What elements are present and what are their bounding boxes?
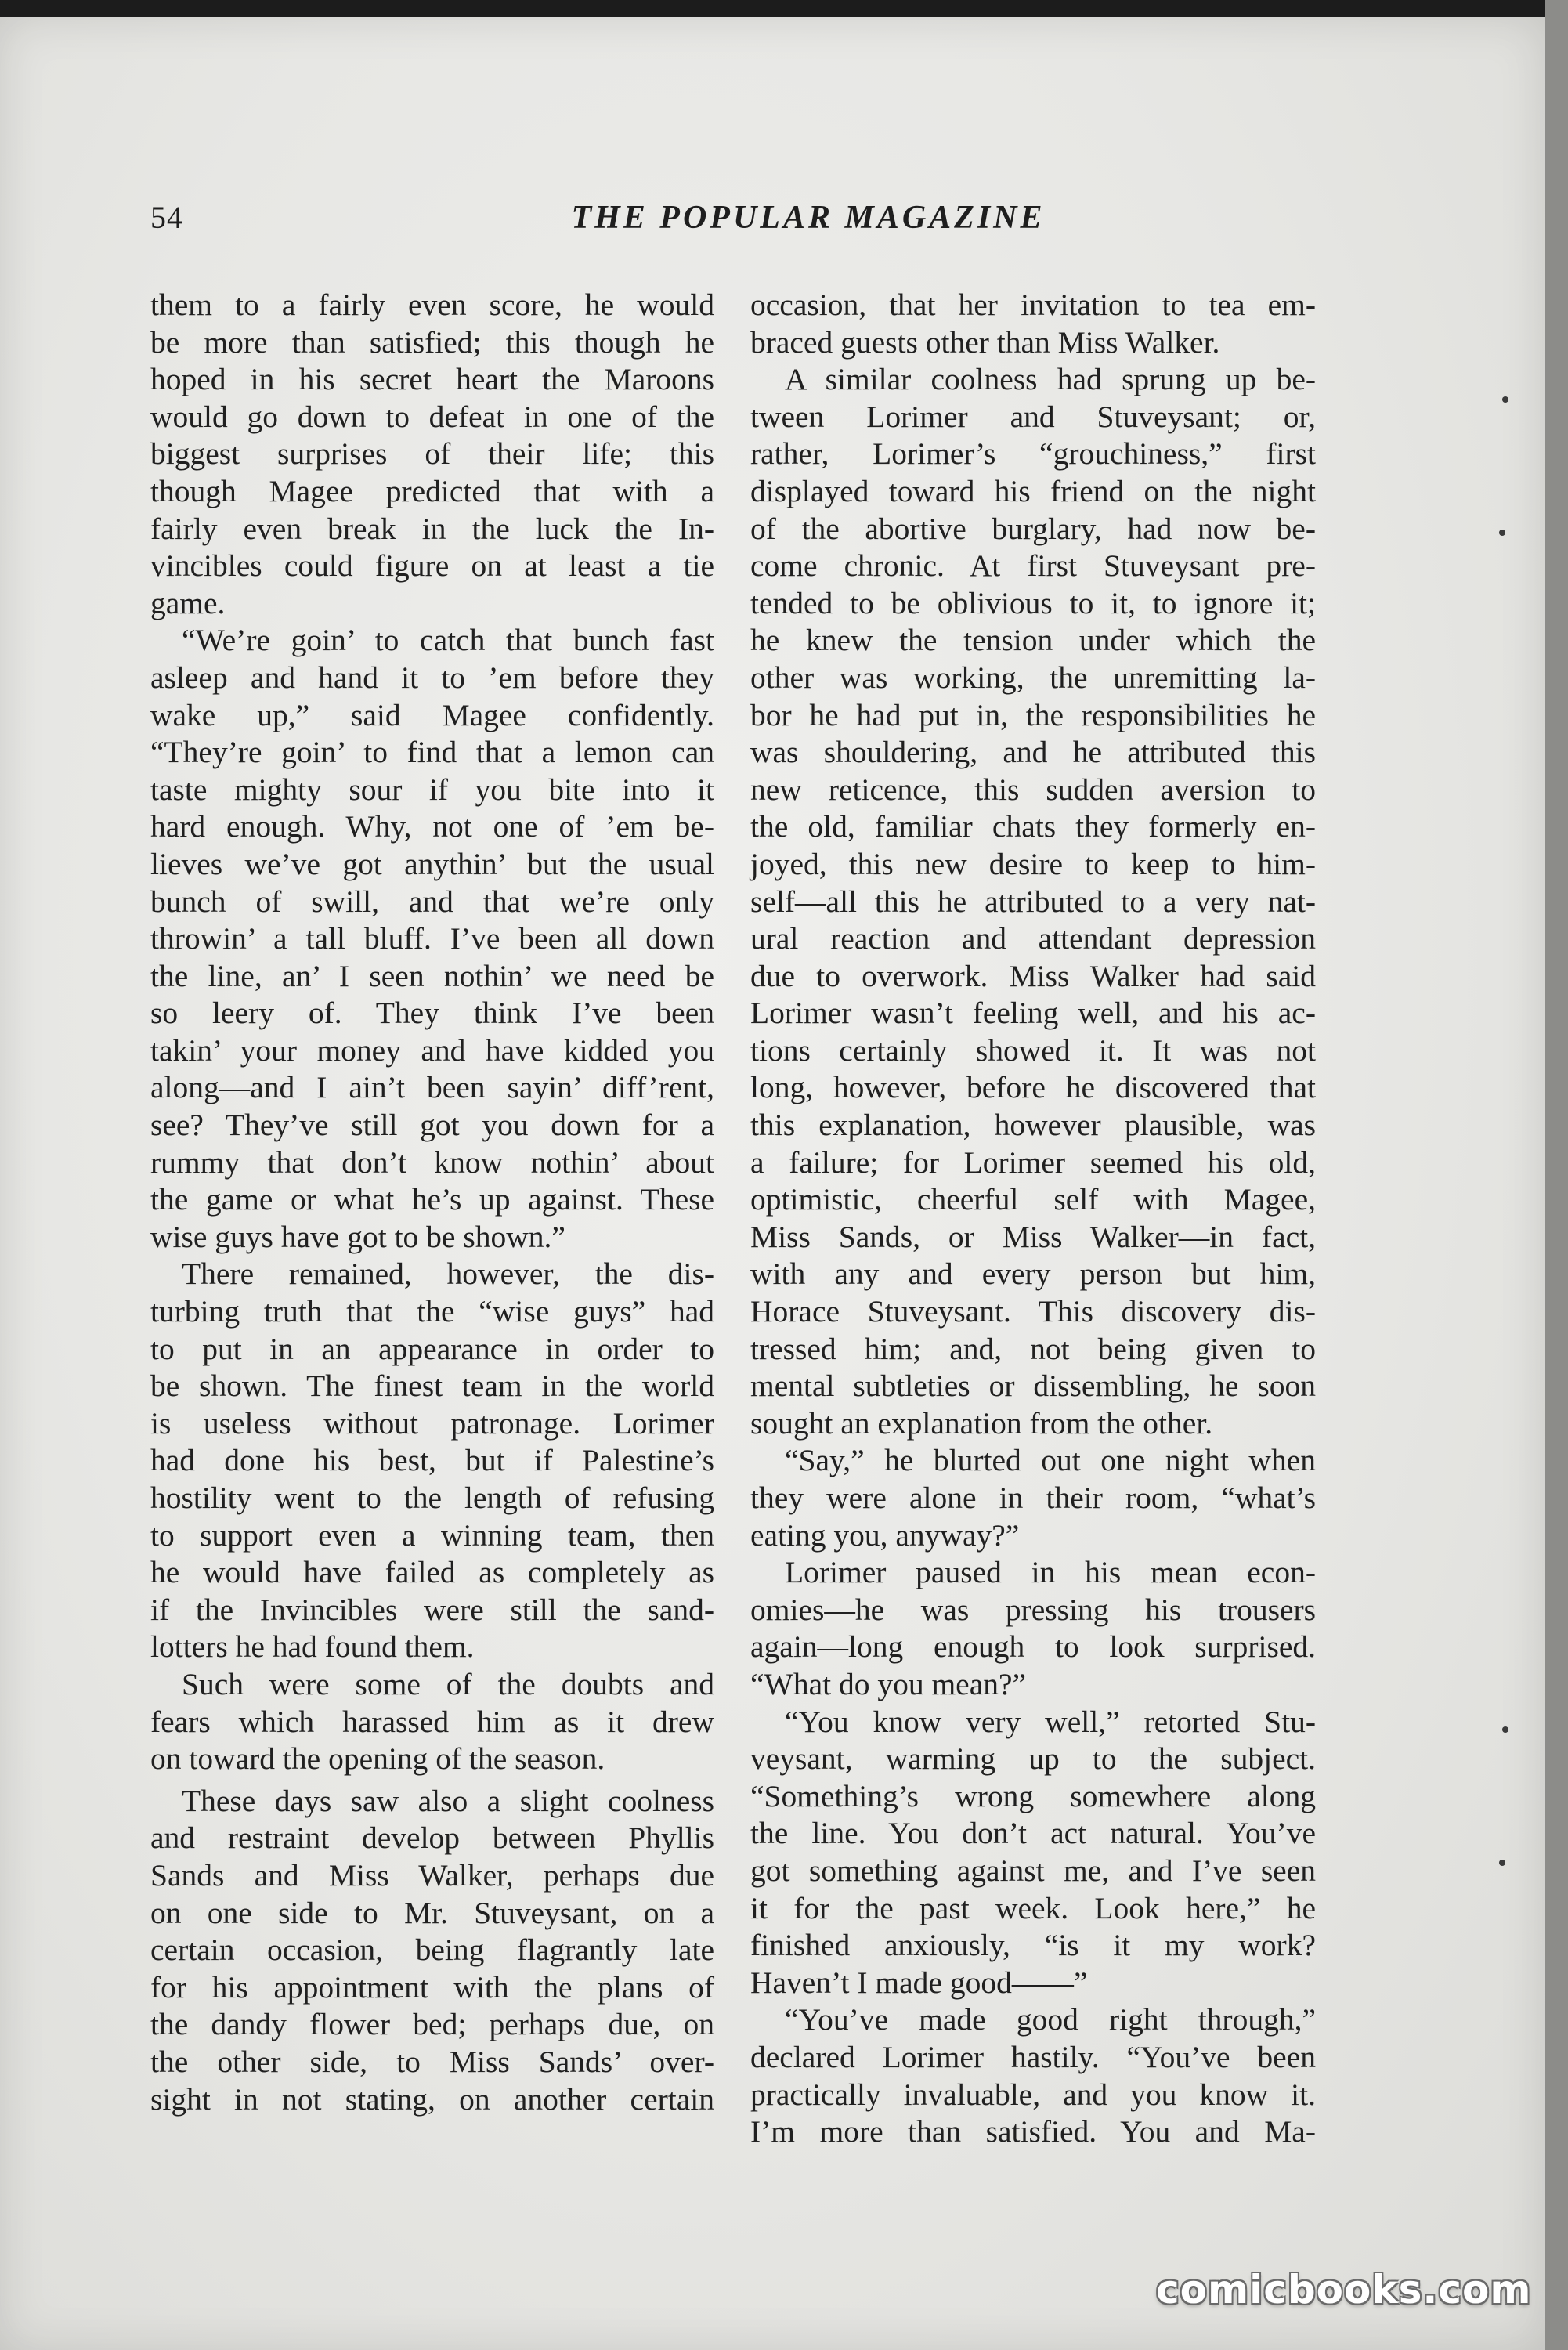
text-line: ural reaction and attendant depression [750, 921, 1316, 956]
scan-top-edge [0, 0, 1568, 17]
text-line: omies—he was pressing his trousers [750, 1592, 1316, 1627]
text-line: this explanation, however plausible, was [750, 1108, 1316, 1143]
paper-speck [1499, 1860, 1505, 1866]
text-line: Lorimer paused in his mean econ- [785, 1555, 1316, 1590]
paper-speck [1499, 530, 1505, 536]
text-line: due to overwork. Miss Walker had said [750, 958, 1316, 993]
text-line: hard enough. Why, not one of ’em be- [150, 809, 714, 844]
text-line: self—all this he attributed to a very nat- [750, 884, 1316, 919]
text-line: hoped in his secret heart the Maroons [150, 362, 714, 397]
text-line: joyed, this new desire to keep to him- [750, 846, 1316, 881]
text-line: There remained, however, the dis- [182, 1256, 714, 1292]
text-line: lieves we’ve got anythin’ but the usual [150, 846, 714, 881]
text-line: be shown. The finest team in the world [150, 1368, 714, 1404]
text-line: to support even a winning team, then [150, 1517, 714, 1553]
text-line: to put in an appearance in order to [150, 1331, 714, 1366]
text-line: so leery of. They think I’ve been [150, 996, 714, 1031]
text-line: rather, Lorimer’s “grouchiness,” first [750, 436, 1316, 472]
text-line: fairly even break in the luck the In- [150, 511, 714, 546]
text-line: eating you, anyway?” [750, 1517, 1020, 1553]
text-line: veysant, warming up to the subject. [750, 1741, 1316, 1777]
text-line: other was working, the unremitting la- [750, 660, 1316, 695]
text-line: the game or what he’s up against. These [150, 1182, 714, 1217]
text-line: fears which harassed him as it drew [150, 1704, 714, 1739]
text-line: Such were some of the doubts and [182, 1666, 714, 1701]
text-line: wise guys have got to be shown.” [150, 1219, 565, 1254]
text-line: These days saw also a slight coolness [182, 1783, 714, 1818]
page-number: 54 [150, 200, 183, 235]
text-line: Horace Stuveysant. This discovery dis- [750, 1294, 1316, 1329]
text-line: wake up,” said Magee confidently. [150, 697, 714, 732]
text-line: long, however, before he discovered that [750, 1070, 1316, 1105]
scan-right-edge [1545, 0, 1568, 2350]
text-line: along—and I ain’t been sayin’ diff’rent, [150, 1070, 714, 1105]
text-line: of the abortive burglary, had now be- [750, 511, 1316, 546]
text-line: “We’re goin’ to catch that bunch fast [182, 623, 714, 658]
text-line: on one side to Mr. Stuveysant, on a [150, 1895, 714, 1930]
watermark: comicbooks.com [1156, 2267, 1532, 2312]
text-line: “Something’s wrong somewhere along [750, 1778, 1316, 1813]
text-line: the other side, to Miss Sands’ over- [150, 2044, 714, 2079]
text-line: sight in not stating, on another certain [150, 2081, 714, 2117]
text-line: tween Lorimer and Stuveysant; or, [750, 399, 1316, 434]
text-line: Haven’t I made good——” [750, 1965, 1088, 2000]
text-line: Sands and Miss Walker, perhaps due [150, 1857, 714, 1893]
text-line: “They’re goin’ to find that a lemon can [150, 735, 714, 770]
text-line: “Say,” he blurted out one night when [785, 1443, 1316, 1478]
text-line: a failure; for Lorimer seemed his old, [750, 1144, 1316, 1180]
text-line: practically invaluable, and you know it. [750, 2077, 1316, 2112]
text-line: got something against me, and I’ve seen [750, 1853, 1316, 1888]
text-line: biggest surprises of their life; this [150, 436, 714, 472]
text-line: be more than satisfied; this though he [150, 324, 714, 360]
text-line: come chronic. At first Stuveysant pre- [750, 548, 1316, 584]
text-line: they were alone in their room, “what’s [750, 1480, 1316, 1515]
text-line: sought an explanation from the other. [750, 1405, 1213, 1441]
text-line: Lorimer wasn’t feeling well, and his ac- [750, 996, 1316, 1031]
text-line: had done his best, but if Palestine’s [150, 1443, 714, 1478]
text-line: taste mighty sour if you bite into it [150, 772, 714, 807]
text-line: displayed toward his friend on the night [750, 473, 1316, 508]
text-line: occasion, that her invitation to tea em- [750, 287, 1316, 322]
text-line: them to a fairly even score, he would [150, 287, 714, 322]
text-line: tions certainly showed it. It was not [750, 1032, 1316, 1068]
text-line: certain occasion, being flagrantly late [150, 1932, 714, 1968]
text-line: lotters he had found them. [150, 1629, 475, 1665]
text-line: the old, familiar chats they formerly en- [750, 809, 1316, 844]
text-line: if the Invincibles were still the sand- [150, 1592, 714, 1627]
text-line: “You know very well,” retorted Stu- [785, 1704, 1316, 1739]
text-line: for his appointment with the plans of [150, 1969, 714, 2005]
text-line: tressed him; and, not being given to [750, 1331, 1316, 1366]
text-line: braced guests other than Miss Walker. [750, 324, 1220, 360]
text-line: the dandy flower bed; perhaps due, on [150, 2007, 714, 2042]
text-line: and restraint develop between Phyllis [150, 1820, 714, 1856]
text-line: asleep and hand it to ’em before they [150, 660, 714, 695]
text-line: A similar coolness had sprung up be- [785, 362, 1316, 397]
text-line: see? They’ve still got you down for a [150, 1108, 714, 1143]
text-line: is useless without patronage. Lorimer [150, 1405, 714, 1441]
text-line: turbing truth that the “wise guys” had [150, 1294, 714, 1329]
text-line: bunch of swill, and that we’re only [150, 884, 714, 919]
text-line: hostility went to the length of refusing [150, 1480, 714, 1515]
text-line: new reticence, this sudden aversion to [750, 772, 1316, 807]
text-line: would go down to defeat in one of the [150, 399, 714, 434]
text-line: tended to be oblivious to it, to ignore it; [750, 585, 1316, 620]
text-line: the line, an’ I seen nothin’ we need be [150, 958, 714, 993]
text-line: bor he had put in, the responsibilities he [750, 697, 1316, 732]
text-line: the line. You don’t act natural. You’ve [750, 1816, 1316, 1851]
left-column [150, 287, 714, 2118]
magazine-page [0, 17, 1545, 2350]
text-line: vincibles could figure on at least a tie [150, 548, 714, 584]
text-line: was shouldering, and he attributed this [750, 735, 1316, 770]
page-header [150, 199, 1466, 254]
text-line: takin’ your money and have kidded you [150, 1032, 714, 1068]
text-line: on toward the opening of the season. [150, 1741, 605, 1777]
right-column [750, 287, 1316, 2151]
text-line: he would have failed as completely as [150, 1555, 714, 1590]
text-line: finished anxiously, “is it my work? [750, 1928, 1316, 1963]
text-line: again—long enough to look surprised. [750, 1629, 1316, 1665]
text-line: he knew the tension under which the [750, 623, 1316, 658]
text-line: it for the past week. Look here,” he [750, 1890, 1316, 1925]
text-line: I’m more than satisfied. You and Ma- [750, 2114, 1316, 2149]
paper-speck [1502, 396, 1508, 403]
text-line: though Magee predicted that with a [150, 473, 714, 508]
text-line: game. [150, 585, 226, 620]
text-line: with any and every person but him, [750, 1256, 1316, 1292]
running-title: THE POPULAR MAGAZINE [571, 200, 1046, 236]
text-line: optimistic, cheerful self with Magee, [750, 1182, 1316, 1217]
text-line: Miss Sands, or Miss Walker—in fact, [750, 1219, 1316, 1254]
paper-speck [1502, 1726, 1508, 1733]
text-line: declared Lorimer hastily. “You’ve been [750, 2039, 1316, 2074]
text-line: “What do you mean?” [750, 1666, 1027, 1701]
text-line: mental subtleties or dissembling, he soon [750, 1368, 1316, 1404]
text-line: rummy that don’t know nothin’ about [150, 1144, 714, 1180]
text-line: “You’ve made good right through,” [785, 2002, 1316, 2037]
text-line: throwin’ a tall bluff. I’ve been all down [150, 921, 714, 956]
